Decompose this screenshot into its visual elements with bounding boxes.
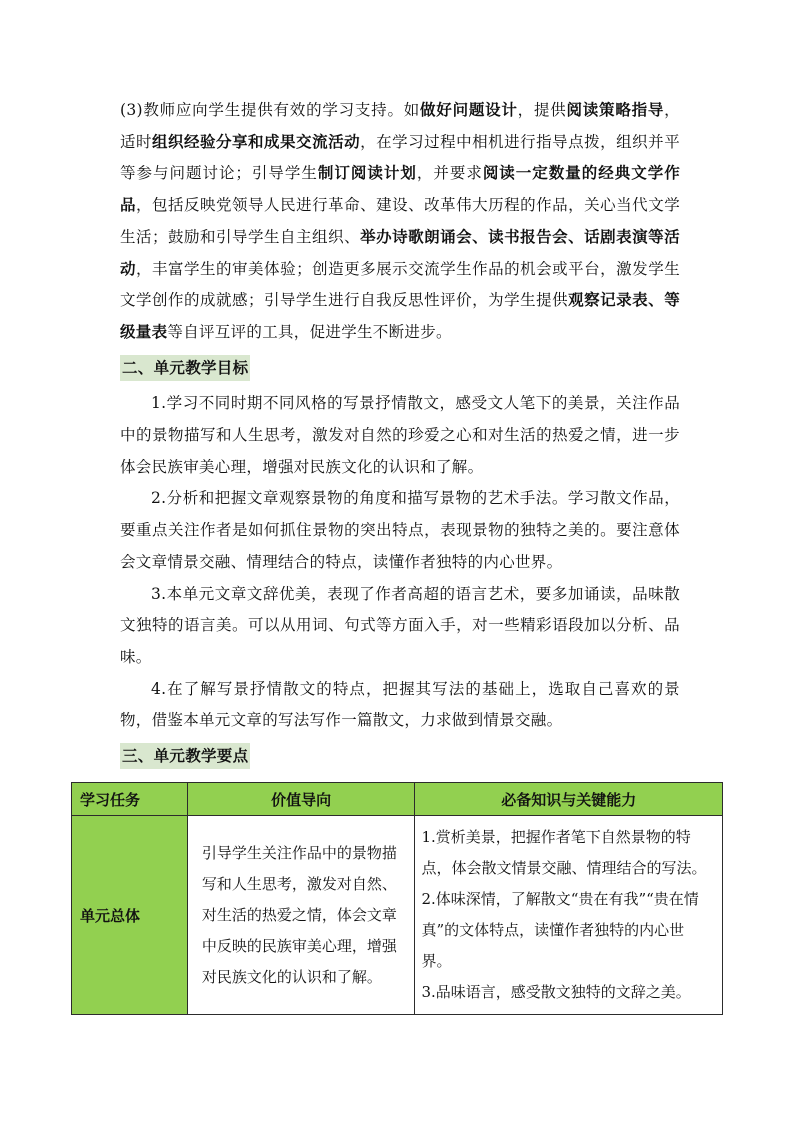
row-value-cell: 引导学生关注作品中的景物描写和人生思考，激发对自然、对生活的热爱之情，体会文章中反映的民族审美心理，增强对民族文化的认识和了解。 [187, 816, 415, 1015]
section-heading-row [120, 351, 680, 385]
header-learning-task: 学习任务 [72, 783, 188, 816]
body-text: ，丰富学生的审美体验；创造更多展示交流学生作品的机会或平台，激发学生文学创作的成就感；引导学生进行自我反思性评价，为学生提供 [120, 259, 680, 310]
skill-item: 1.赏析美景，把握作者笔下自然景物的特点，体会散文情景交融、情理结合的写法。 [421, 828, 707, 877]
row-task-cell: 单元总体 [72, 816, 188, 1015]
goal-item: 4.在了解写景抒情散文的特点，把握其写法的基础上，选取自己喜欢的景物，借鉴本单元文章的写法写作一篇散文，力求做到情景交融。 [120, 679, 680, 730]
skill-item: 3.品味语言，感受散文独特的文辞之美。 [421, 983, 691, 1001]
emphasis-text: 阅读策略指导 [566, 101, 665, 119]
section-heading-row [120, 739, 680, 773]
document-body [120, 95, 680, 777]
header-value-orientation: 价值导向 [187, 783, 415, 816]
emphasis-text: 观察记录表、等级量表 [120, 291, 680, 341]
body-text: 等自评互评的工具，促进学生不断进步。 [167, 322, 452, 341]
paragraph-learning-support [120, 95, 680, 349]
row-skills-cell [415, 816, 723, 1015]
table-header-row [72, 783, 723, 816]
emphasis-text: 做好问题设计 [420, 101, 518, 119]
emphasis-text: 阅读一定数量的经典文学作品 [120, 164, 681, 215]
body-text: ，包括反映党领导人民进行革命、建设、改革伟大历程的作品，关心当代文学生活；鼓励和引导学生自主组织、 [120, 196, 680, 246]
section-heading-unit-goals: 二、单元教学目标 [120, 355, 250, 381]
body-text: ，并要求 [416, 164, 483, 183]
key-points-table [71, 782, 723, 1015]
table-row [72, 816, 723, 1015]
body-text: ，在学习过程中相机进行指导点拨，组织并平等参与问题讨论；引导学生 [120, 132, 680, 183]
body-text: ，提供 [517, 101, 567, 119]
emphasis-text: 举办诗歌朗诵会、读书报告会、话剧表演等活动 [120, 227, 680, 278]
goal-item: 2.分析和把握文章观察景物的角度和描写景物的艺术手法。学习散文作品，要重点关注作者是如何抓住景物的突出特点，表现景物的独特之美的。要注意体会文章情景交融、情理结合的特点，读懂作者独特的内心世界。 [120, 489, 680, 571]
skill-item: 2.体味深情，了解散文“贵在有我”“贵在情真”的文体特点，读懂作者独特的内心世界。 [421, 890, 699, 970]
emphasis-text: 组织经验分享和成果交流活动 [152, 132, 361, 151]
goal-item: 3.本单元文章文辞优美，表现了作者高超的语言艺术，要多加诵读，品味散文独特的语言美。可以从用词、句式等方面入手，对一些精彩语段加以分析、品味。 [120, 584, 680, 666]
header-knowledge-abilities: 必备知识与关键能力 [415, 783, 723, 816]
body-text: (3)教师应向学生提供有效的学习支持。如 [120, 101, 421, 119]
goal-item: 1.学习不同时期不同风格的写景抒情散文，感受文人笔下的美景，关注作品中的景物描写和人生思考，激发对自然的珍爱之心和对生活的热爱之情，进一步体会民族审美心理，增强对民族文化的认识和了解。 [120, 394, 680, 476]
body-text: ，适时 [120, 101, 680, 151]
section-heading-key-points: 三、单元教学要点 [120, 743, 250, 769]
emphasis-text: 制订阅读计划 [317, 164, 417, 183]
